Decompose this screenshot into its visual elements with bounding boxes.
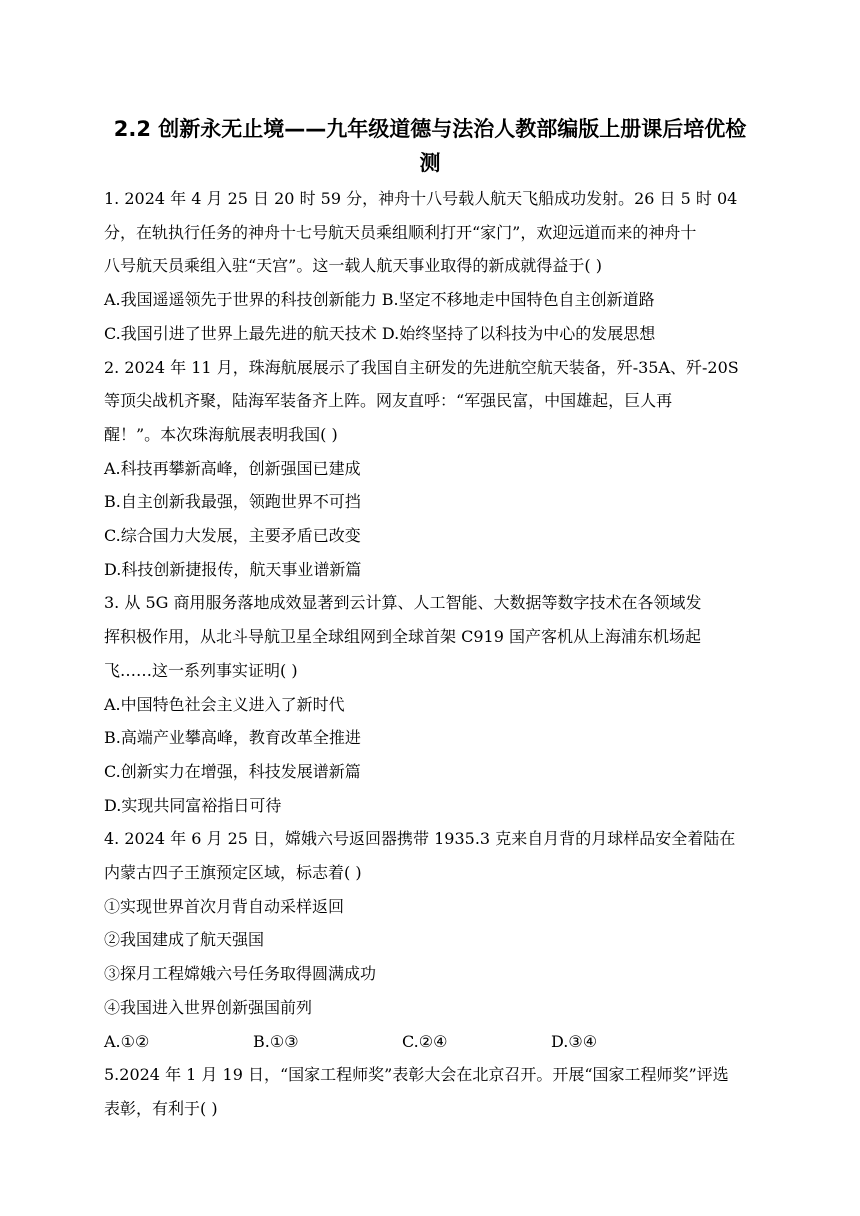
question-2-option-d: D.科技创新捷报传，航天事业谱新篇 [104, 559, 362, 579]
question-3-line-2: 挥积极作用，从北斗导航卫星全球组网到全球首架 C919 国产客机从上海浦东机场起 [104, 627, 701, 647]
question-3 [104, 586, 756, 822]
question-4-line-1: 4. 2024 年 6 月 25 日，嫦娥六号返回器携带 1935.3 克来自月背的月球样品安全着陆在 [104, 829, 736, 849]
question-4-statement-4: ④我国进入世界创新强国前列 [104, 997, 313, 1017]
question-4-statement-3: ③探月工程嫦娥六号任务取得圆满成功 [104, 964, 377, 984]
question-3-option-c: C.创新实力在增强，科技发展谱新篇 [104, 761, 361, 781]
question-4-choice-c: C.②④ [402, 1031, 448, 1051]
question-1-line-1: 1. 2024 年 4 月 25 日 20 时 59 分，神舟十八号载人航天飞船成功发射。26 日 5 时 04 [104, 189, 738, 208]
question-2 [104, 351, 756, 587]
question-4-choice-d: D.③④ [551, 1031, 598, 1051]
question-2-line-2: 等顶尖战机齐聚，陆海军装备齐上阵。网友直呼：“军强民富，中国雄起，巨人再 [104, 391, 673, 411]
question-5 [104, 1058, 756, 1125]
question-4-choice-b: B.①③ [253, 1031, 299, 1051]
question-1-line-3: 八号航天员乘组入驻“天宫”。这一载人航天事业取得的新成就得益于( ) [104, 256, 602, 276]
question-1-options-cd: C.我国引进了世界上最先进的航天技术 D.始终坚持了以科技为中心的发展思想 [104, 323, 656, 343]
question-1-line-2: 分，在轨执行任务的神舟十七号航天员乘组顺利打开“家门”，欢迎远道而来的神舟十 [104, 222, 697, 242]
question-3-option-b: B.高端产业攀高峰，教育改革全推进 [104, 728, 361, 748]
question-4-choices [104, 1025, 756, 1059]
question-4-line-2: 内蒙古四子王旗预定区域，标志着( ) [104, 863, 362, 883]
question-4-statement-2: ②我国建成了航天强国 [104, 930, 265, 950]
question-3-line-1: 3. 从 5G 商用服务落地成效显著到云计算、人工智能、大数据等数字技术在各领域发 [104, 593, 702, 613]
question-3-line-3: 飞……这一系列事实证明( ) [104, 660, 298, 680]
question-1 [104, 182, 756, 351]
question-2-line-1: 2. 2024 年 11 月，珠海航展展示了我国自主研发的先进航空航天装备，歼-35A、歼-20S [104, 357, 739, 377]
question-4-statement-1: ①实现世界首次月背自动采样返回 [104, 896, 345, 916]
question-5-line-2: 表彰，有利于( ) [104, 1098, 218, 1118]
question-2-option-a: A.科技再攀新高峰，创新强国已建成 [104, 458, 361, 478]
question-4-choice-a: A.①② [104, 1031, 150, 1051]
question-2-line-3: 醒！”。本次珠海航展表明我国( ) [104, 424, 338, 444]
question-4 [104, 822, 756, 1058]
question-2-option-c: C.综合国力大发展，主要矛盾已改变 [104, 526, 361, 546]
question-1-options-ab: A.我国遥遥领先于世界的科技创新能力 B.坚定不移地走中国特色自主创新道路 [104, 290, 655, 310]
question-2-option-b: B.自主创新我最强，领跑世界不可挡 [104, 492, 361, 512]
question-5-line-1: 5.2024 年 1 月 19 日，“国家工程师奖”表彰大会在北京召开。开展“国家工程师奖”评选 [104, 1065, 729, 1085]
question-3-option-d: D.实现共同富裕指日可待 [104, 795, 282, 815]
question-3-option-a: A.中国特色社会主义进入了新时代 [104, 694, 345, 714]
document-title: 2.2 创新永无止境——九年级道德与法治人教部编版上册课后培优检测 [113, 117, 747, 175]
